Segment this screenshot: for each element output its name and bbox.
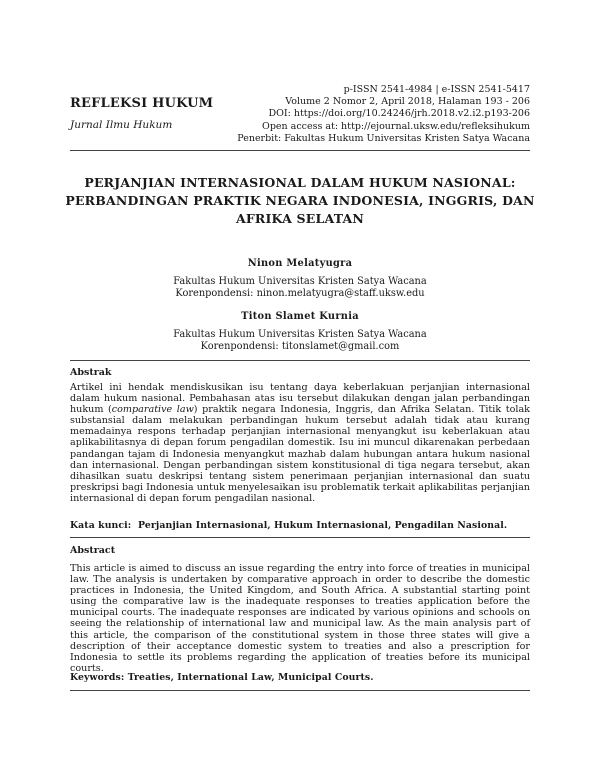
abstract-top-rule [70, 537, 530, 538]
author-block-2 [70, 311, 530, 354]
abstrak-text [70, 382, 530, 504]
author-affiliation: Fakultas Hukum Universitas Kristen Satya Wacana [173, 328, 427, 340]
title-line-2: PERBANDINGAN PRAKTIK NEGARA INDONESIA, INGGRIS, DAN [65, 193, 535, 208]
title-line-3: AFRIKA SELATAN [235, 211, 365, 226]
abstrak-top-rule [70, 360, 530, 361]
volume-line: Volume 2 Nomor 2, April 2018, Halaman 193 - 206 [285, 96, 530, 108]
author-name: Titon Slamet Kurnia [241, 311, 359, 322]
keywords [70, 672, 530, 683]
open-access-line[interactable]: Open access at: http://ejournal.uksw.edu/refleksihukum [262, 120, 530, 132]
author-correspondence: Korenpondensi: titonslamet@gmail.com [200, 341, 400, 352]
keywords-values: Treaties, International Law, Municipal Courts. [127, 672, 374, 683]
abstrak-text-part-2: ) praktik negara Indonesia, Inggris, dan Afrika Selatan. Titik tolak substansial dalam melakukan perbandingan hukum tersebut adalah tidak atau kurang memadainya respons terhadap perjanjian internasional menyangkut isu keberlakuan atau aplikabilitasnya di depan forum pengadilan domestik. Isu ini muncul dikarenakan perbedaan pandangan tajam di Indonesia menyangkut mazhab dalam hubungan antara hukum nasional dan internasional. Dengan perbandingan sistem konstitusional di tiga negara tersebut, akan dihasilkan suatu deskripsi tentang sistem penerimaan perjanjian internasional dan suatu preskripsi bagi Indonesia untuk menyelesaikan isu problematik terkait aplikabilitas perjanjian internasional di depan forum pengadilan nasional. [70, 404, 530, 504]
abstrak-heading: Abstrak [70, 367, 112, 378]
journal-subtitle: Jurnal Ilmu Hukum [70, 119, 173, 131]
abstrak-italic-term: comparative law [111, 404, 194, 416]
abstract-heading: Abstract [70, 545, 116, 556]
header-rule [70, 150, 530, 151]
issn-line: p-ISSN 2541-4984 | e-ISSN 2541-5417 [343, 84, 530, 95]
publication-meta [230, 84, 530, 145]
kata-kunci [70, 520, 530, 531]
doi-line[interactable]: DOI: https://doi.org/10.24246/jrh.2018.v2.i2.p193-206 [268, 108, 530, 120]
kata-kunci-label: Kata kunci: [70, 520, 132, 531]
title-line-1: PERJANJIAN INTERNASIONAL DALAM HUKUM NASIONAL: [84, 175, 516, 190]
author-correspondence: Korenpondensi: ninon.melatyugra@staff.uksw.edu [175, 288, 425, 299]
author-name: Ninon Melatyugra [247, 258, 353, 269]
keywords-label: Keywords: [70, 672, 125, 683]
article-title [60, 174, 540, 228]
abstrak-text-part-1: Artikel ini hendak mendiskusikan isu tentang daya keberlakuan perjanjian internasional dalam hukum nasional. Pembahasan atas isu tersebut dilakukan dengan jalan perbandingan hukum ( [70, 382, 530, 416]
author-block-1 [70, 258, 530, 301]
kata-kunci-values: Perjanjian Internasional, Hukum Internasional, Pengadilan Nasional. [138, 520, 508, 531]
abstract-bottom-rule [70, 690, 530, 691]
journal-name: REFLEKSI HUKUM [70, 96, 214, 111]
abstract-text: This article is aimed to discuss an issue regarding the entry into force of treaties in municipal law. The analysis is undertaken by comparative approach in order to describe the domestic practices in Indonesia, the United Kingdom, and South Africa. A substantial starting point using the comparative law is the inadequate responses to treaties application before the municipal courts. The inadequate responses are indicated by various opinions and schools on seeing the relationship of international law and municipal law. As the main analysis part of this article, the comparison of the constitutional system in those three states will give a description of their acceptance domestic system to treaties and also a prescription for Indonesia to settle its problems regarding the application of treaties before its municipal courts. [70, 563, 530, 674]
author-affiliation: Fakultas Hukum Universitas Kristen Satya Wacana [173, 275, 427, 287]
publisher-line: Penerbit: Fakultas Hukum Universitas Kristen Satya Wacana [237, 132, 530, 144]
